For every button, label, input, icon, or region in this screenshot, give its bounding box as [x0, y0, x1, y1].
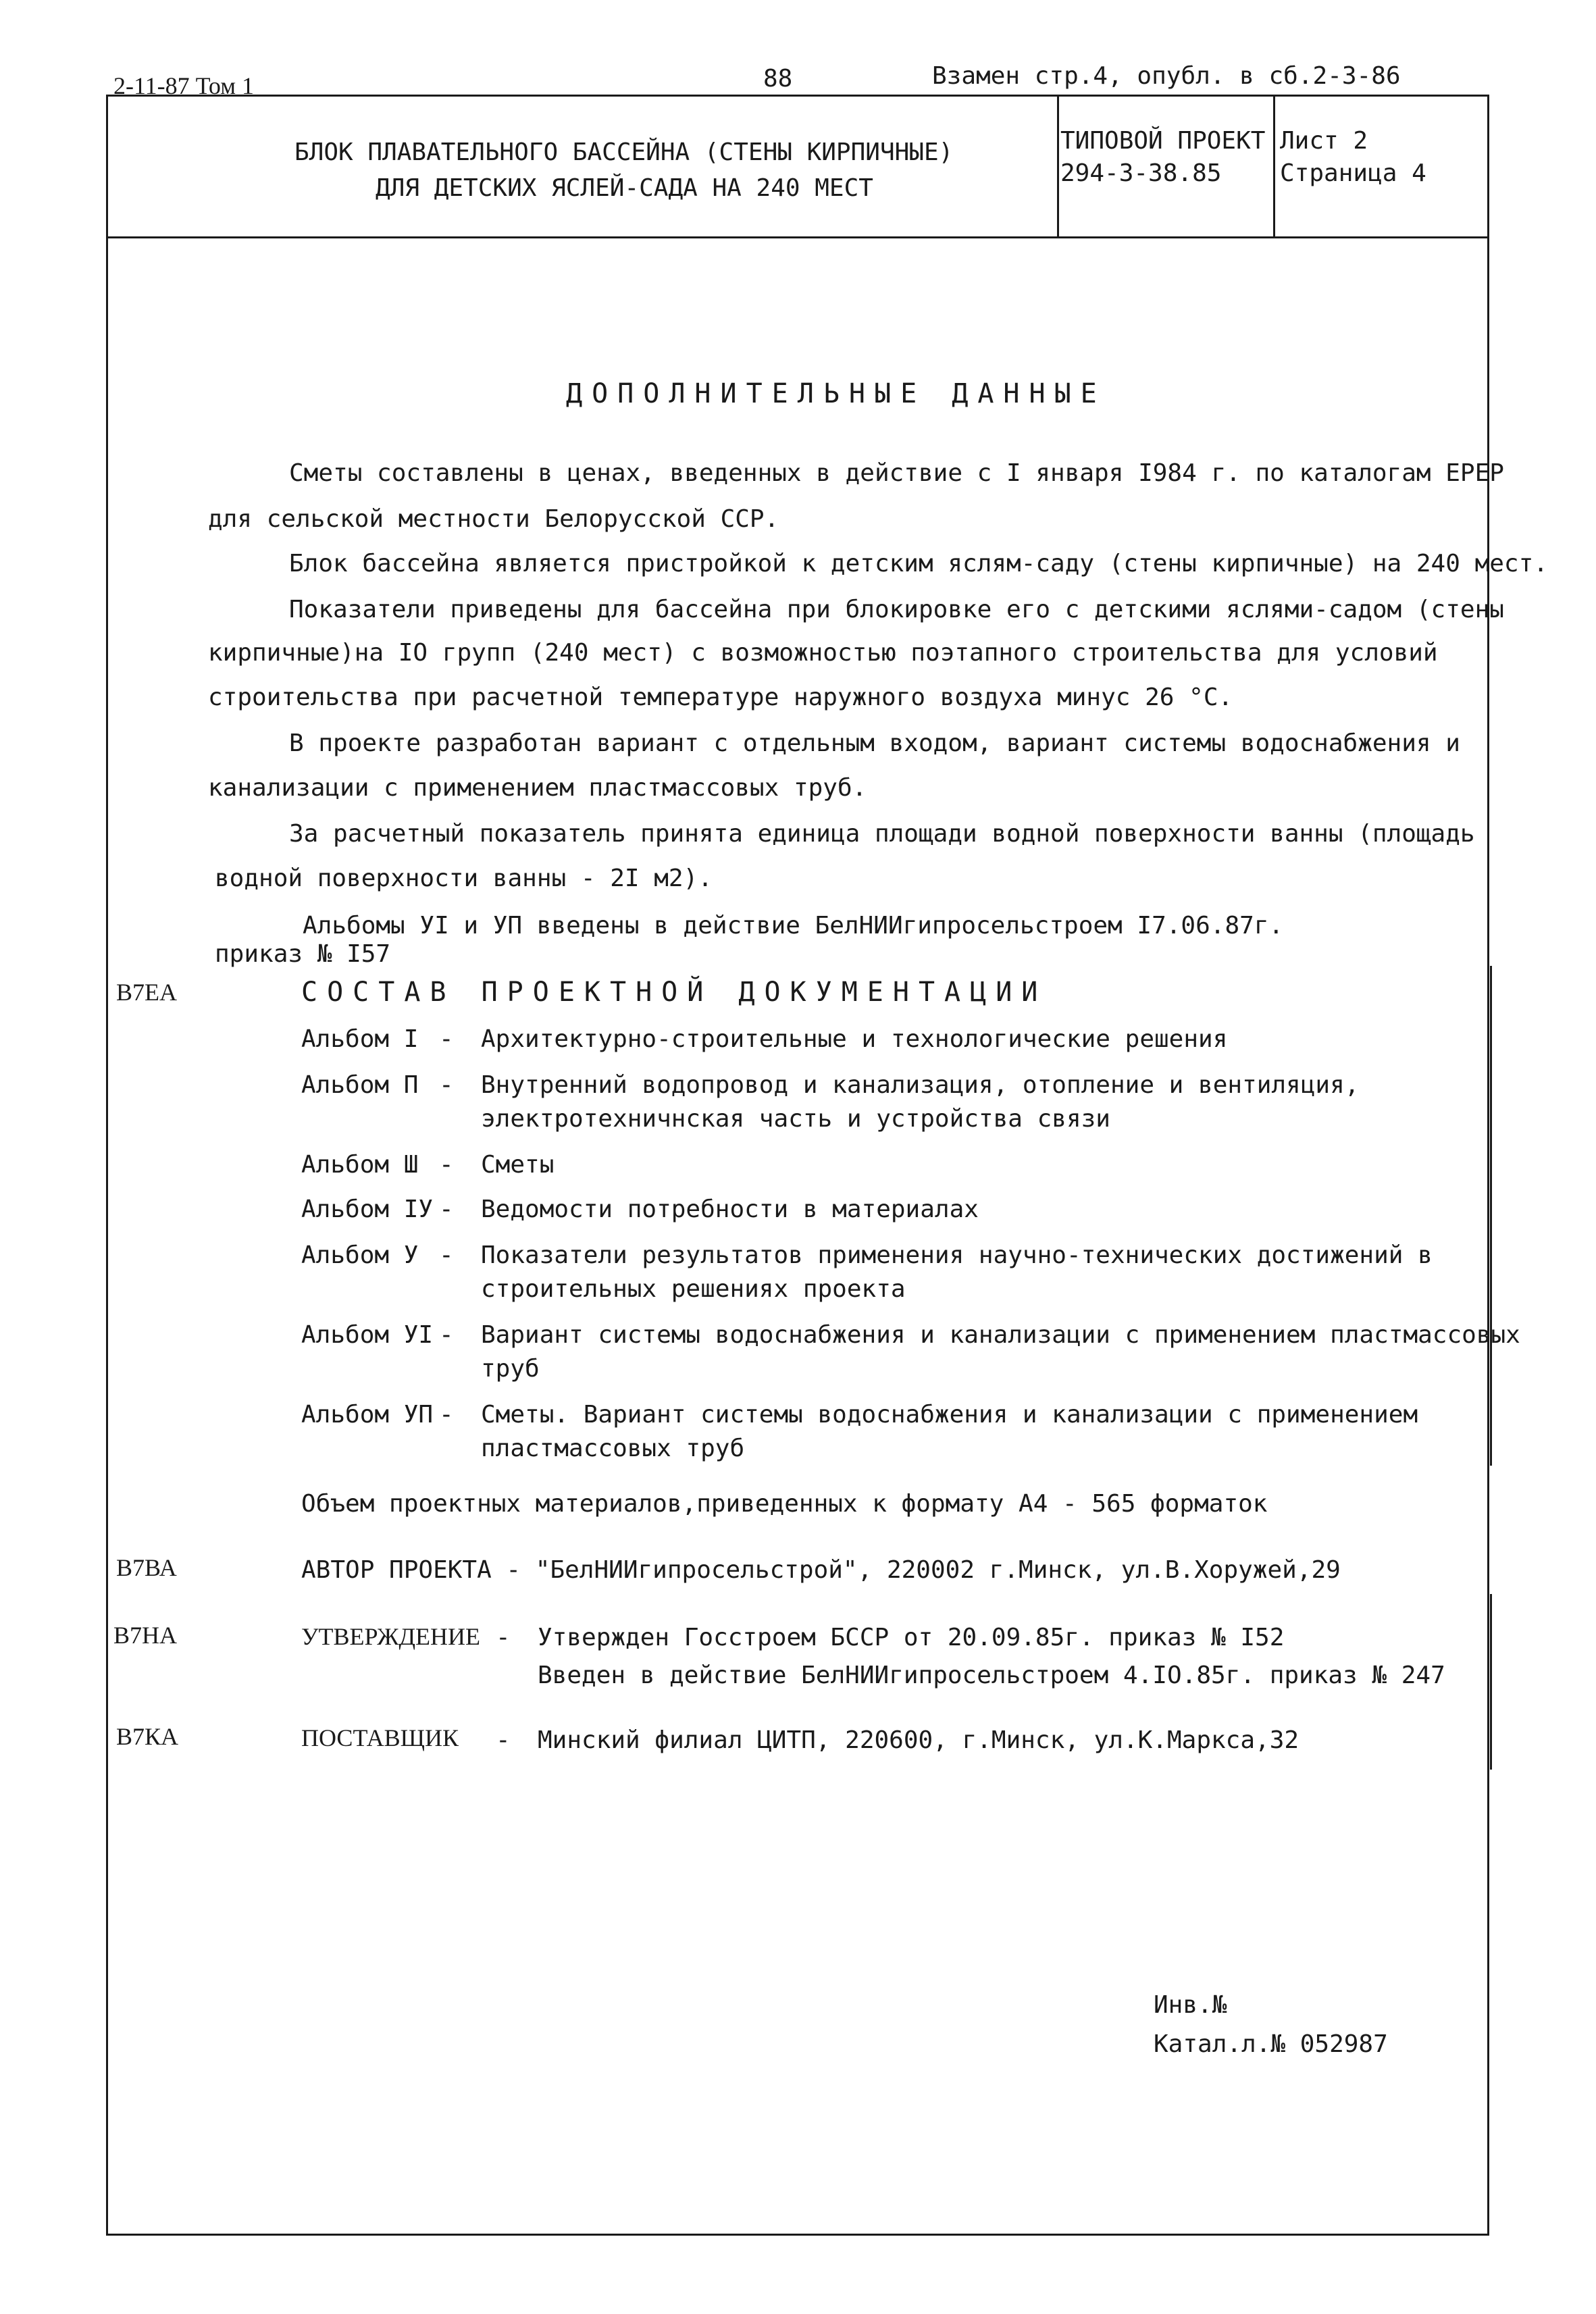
supplier-code: В7КА [116, 1723, 179, 1750]
album-description: пластмассовых труб [481, 1435, 745, 1462]
catalog-number: Катал.л.№ 052987 [1154, 2030, 1388, 2058]
paragraph-line: Альбомы УI и УП введены в действие БелНИИгипросельстроем I7.06.87г. [303, 912, 1284, 940]
paragraph-line: Сметы составлены в ценах, введенных в действие с I января I984 г. по каталогам ЕРЕР [289, 459, 1504, 487]
page-number: 88 [763, 65, 793, 93]
supplier-label: ПОСТАВЩИК [301, 1724, 459, 1751]
documentation-volume: Объем проектных материалов,приведенных к формату А4 - 565 форматок [301, 1490, 1268, 1518]
margin-mark [1490, 1594, 1492, 1770]
project-number: 294-3-38.85 [1060, 159, 1222, 187]
paragraph-line: водной поверхности ванны - 2I м2). [215, 865, 713, 892]
sheet-label: Лист 2 [1280, 127, 1368, 155]
paragraph-line: кирпичные)на IO групп (240 мест) с возможностью поэтапного строительства для условий [208, 639, 1438, 667]
album-description: Ведомости потребности в материалах [481, 1195, 979, 1223]
album-dash: - [439, 1071, 454, 1099]
album-dash: - [439, 1401, 454, 1429]
section-code: В7ЕА [116, 979, 177, 1006]
supplier-text: Минский филиал ЦИТП, 220600, г.Минск, ул.К.Маркса,32 [538, 1726, 1299, 1754]
author-text: АВТОР ПРОЕКТА - "БелНИИгипросельстрой", 220002 г.Минск, ул.В.Хоружей,29 [301, 1556, 1341, 1584]
inventory-number: Инв.№ [1154, 1991, 1227, 2019]
series-label: 2-11-87 Том 1 [113, 72, 255, 99]
paragraph-line: канализации с применением пластмассовых труб. [208, 774, 867, 802]
paragraph-line: Показатели приведены для бассейна при блокировке его с детскими яслями-садом (стены [289, 596, 1504, 623]
album-dash: - [439, 1321, 454, 1349]
album-name: Альбом I [301, 1025, 419, 1053]
album-dash: - [439, 1151, 454, 1179]
margin-mark [1490, 966, 1492, 1466]
author-code: В7ВА [116, 1554, 177, 1581]
paragraph-line: Блок бассейна является пристройкой к детским яслям-саду (стены кирпичные) на 240 мест. [289, 550, 1548, 577]
album-name: Альбом Ш [301, 1151, 419, 1179]
album-name: Альбом У [301, 1241, 419, 1269]
album-dash: - [439, 1195, 454, 1223]
title-block-divider [106, 236, 1489, 238]
album-dash: - [439, 1025, 454, 1053]
title-line-1: БЛОК ПЛАВАТЕЛЬНОГО БАССЕЙНА (СТЕНЫ КИРПИЧНЫЕ) [294, 138, 954, 166]
paragraph-line: В проекте разработан вариант с отдельным входом, вариант системы водоснабжения и [289, 729, 1460, 757]
album-description: Показатели результатов применения научно-технических достижений в [481, 1241, 1433, 1269]
approval-code: В7НА [113, 1622, 178, 1649]
album-description: Вариант системы водоснабжения и канализации с применением пластмассовых [481, 1321, 1520, 1349]
album-description: строительных решениях проекта [481, 1275, 906, 1303]
page-label: Страница 4 [1280, 159, 1426, 187]
paragraph-line: для сельской местности Белорусской ССР. [208, 505, 779, 533]
section-heading-additional-data: ДОПОЛНИТЕЛЬНЫЕ ДАННЫЕ [566, 378, 1106, 409]
album-name: Альбом П [301, 1071, 419, 1099]
project-label: ТИПОВОЙ ПРОЕКТ [1060, 127, 1266, 155]
album-description: Внутренний водопровод и канализация, отопление и вентиляция, [481, 1071, 1360, 1099]
album-description: Архитектурно-строительные и технологические решения [481, 1025, 1228, 1053]
approval-label: УТВЕРЖДЕНИЕ [301, 1623, 481, 1650]
album-name: Альбом УI [301, 1321, 434, 1349]
album-name: Альбом IУ [301, 1195, 434, 1223]
approval-dash: - [496, 1624, 511, 1651]
replacement-note: Взамен стр.4, опубл. в сб.2-3-86 [932, 62, 1401, 90]
approval-line-1: Утвержден Госстроем БССР от 20.09.85г. приказ № I52 [538, 1624, 1285, 1651]
paragraph-line: строительства при расчетной температуре наружного воздуха минус 26 °С. [208, 684, 1233, 711]
album-description: труб [481, 1355, 540, 1383]
title-block-column-2 [1273, 95, 1275, 238]
title-line-2: ДЛЯ ДЕТСКИХ ЯСЛЕЙ-САДА НА 240 МЕСТ [376, 174, 873, 202]
approval-line-2: Введен в действие БелНИИгипросельстроем 4.IO.85г. приказ № 247 [538, 1662, 1445, 1689]
album-name: Альбом УП [301, 1401, 434, 1429]
title-block-column-1 [1057, 95, 1059, 238]
album-dash: - [439, 1241, 454, 1269]
paragraph-line: За расчетный показатель принята единица площади водной поверхности ванны (площадь [289, 820, 1475, 848]
supplier-dash: - [496, 1726, 511, 1754]
album-description: Сметы [481, 1151, 555, 1179]
paragraph-line: приказ № I57 [215, 940, 391, 968]
album-description: Сметы. Вариант системы водоснабжения и канализации с применением [481, 1401, 1418, 1429]
section-heading-documentation: СОСТАВ ПРОЕКТНОЙ ДОКУМЕНТАЦИИ [301, 977, 1048, 1008]
album-description: электротехничнская часть и устройства связи [481, 1105, 1110, 1133]
